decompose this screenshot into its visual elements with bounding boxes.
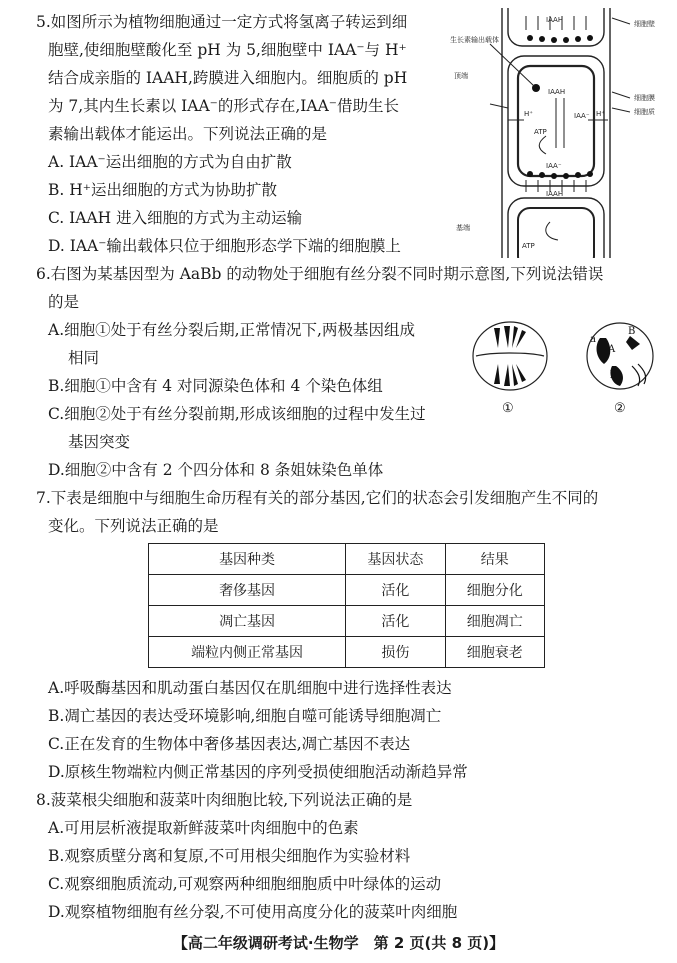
allele-a-upper: a xyxy=(590,334,596,345)
allele-B-upper: B xyxy=(628,326,636,337)
table-header: 结果 xyxy=(445,544,544,575)
table-cell: 活化 xyxy=(346,606,445,637)
table-cell: 端粒内侧正常基因 xyxy=(149,637,346,668)
q5-stem-line-3: 结合成亲脂的 IAAH,跨膜进入细胞内。细胞质的 pH xyxy=(48,69,408,87)
label-iaa-mid: IAA⁻ xyxy=(574,112,590,120)
q8-stem-line-1: 8.菠菜根尖细胞和菠菜叶肉细胞比较,下列说法正确的是 xyxy=(36,791,413,809)
q6-option-c: C.细胞②处于有丝分裂前期,形成该细胞的过程中发生过 xyxy=(48,405,426,423)
label-export-carrier: 生长素输出载体 xyxy=(450,36,499,44)
q5-option-d: D. IAA⁻输出载体只位于细胞形态学下端的细胞膜上 xyxy=(48,237,401,255)
table-cell: 奢侈基因 xyxy=(149,575,346,606)
label-membrane: 细胞膜 xyxy=(634,94,655,102)
q6-option-a-cont: 相同 xyxy=(68,349,100,367)
q5-option-b: B. H⁺运出细胞的方式为协助扩散 xyxy=(48,181,277,199)
q7-stem-line-1: 7.下表是细胞中与细胞生命历程有关的部分基因,它们的状态会引发细胞产生不同的 xyxy=(36,489,599,507)
cell-2-label: ② xyxy=(614,401,626,416)
mitosis-cells-figure xyxy=(462,316,667,416)
label-h-right: H⁺ xyxy=(596,110,605,118)
gene-state-table xyxy=(148,543,545,668)
label-iaa-bottom: IAA⁻ xyxy=(546,162,562,170)
table-cell: 凋亡基因 xyxy=(149,606,346,637)
q5-stem-line-1: 5.如图所示为植物细胞通过一定方式将氢离子转运到细 xyxy=(36,13,408,31)
q6-option-c-cont: 基因突变 xyxy=(68,433,131,451)
q7-option-c: C.正在发育的生物体中奢侈基因表达,凋亡基因不表达 xyxy=(48,735,411,753)
table-cell: 活化 xyxy=(346,575,445,606)
table-cell: 损伤 xyxy=(346,637,445,668)
label-basal: 基端 xyxy=(456,224,470,232)
allele-b-lower: b xyxy=(610,370,617,381)
table-header: 基因种类 xyxy=(149,544,346,575)
q6-option-b: B.细胞①中含有 4 对同源染色体和 4 个染色体组 xyxy=(48,377,383,395)
q6-stem-line-1: 6.右图为某基因型为 AaBb 的动物处于细胞有丝分裂不同时期示意图,下列说法错误 xyxy=(36,265,604,283)
q7-option-a: A.呼吸酶基因和肌动蛋白基因仅在肌细胞中进行选择性表达 xyxy=(48,679,452,697)
table-header-row xyxy=(149,544,545,575)
q8-option-a: A.可用层析液提取新鲜菠菜叶肉细胞中的色素 xyxy=(48,819,359,837)
table-row xyxy=(149,575,545,606)
page-footer: 【高二年级调研考试·生物学 第 2 页(共 8 页)】 xyxy=(172,934,505,952)
table-cell: 细胞衰老 xyxy=(445,637,544,668)
q8-option-d: D.观察植物细胞有丝分裂,不可使用高度分化的菠菜叶肉细胞 xyxy=(48,903,458,921)
table-header: 基因状态 xyxy=(346,544,445,575)
q7-stem-line-2: 变化。下列说法正确的是 xyxy=(48,517,219,535)
q7-option-d: D.原核生物端粒内侧正常基因的序列受损使细胞活动渐趋异常 xyxy=(48,763,468,781)
label-iaah-bottom: IAAH xyxy=(546,190,564,198)
label-atp-mid: ATP xyxy=(534,128,547,136)
q7-option-b: B.凋亡基因的表达受环境影响,细胞自噬可能诱导细胞凋亡 xyxy=(48,707,442,725)
q8-option-c: C.观察细胞质流动,可观察两种细胞细胞质中叶绿体的运动 xyxy=(48,875,442,893)
label-atp-bottom: ATP xyxy=(522,242,535,250)
q6-option-d: D.细胞②中含有 2 个四分体和 8 条姐妹染色单体 xyxy=(48,461,384,479)
cell-1-label: ① xyxy=(502,401,514,416)
label-iaah-top: IAAH xyxy=(546,16,564,24)
q5-option-a: A. IAA⁻运出细胞的方式为自由扩散 xyxy=(48,153,292,171)
label-cell-wall: 细胞壁 xyxy=(634,20,655,28)
q5-stem-line-5: 素输出载体才能运出。下列说法正确的是 xyxy=(48,125,328,143)
label-cytoplasm: 细胞质 xyxy=(634,108,655,116)
table-row xyxy=(149,637,545,668)
allele-A-lower: A xyxy=(608,344,616,355)
q5-option-c: C. IAAH 进入细胞的方式为主动运输 xyxy=(48,209,303,227)
table-cell: 细胞凋亡 xyxy=(445,606,544,637)
q5-stem-line-2: 胞壁,使细胞壁酸化至 pH 为 5,细胞壁中 IAA⁻与 H⁺ xyxy=(48,41,407,59)
q6-stem-line-2: 的是 xyxy=(48,293,80,311)
q6-option-a: A.细胞①处于有丝分裂后期,正常情况下,两极基因组成 xyxy=(48,321,415,339)
auxin-transport-figure xyxy=(450,8,672,258)
label-iaah-mid: IAAH xyxy=(548,88,566,96)
label-apical: 顶端 xyxy=(454,72,468,80)
table-row xyxy=(149,606,545,637)
q5-stem-line-4: 为 7,其内生长素以 IAA⁻的形式存在,IAA⁻借助生长 xyxy=(48,97,399,115)
q8-option-b: B.观察质壁分离和复原,不可用根尖细胞作为实验材料 xyxy=(48,847,411,865)
table-cell: 细胞分化 xyxy=(445,575,544,606)
label-h-left: H⁺ xyxy=(524,110,533,118)
